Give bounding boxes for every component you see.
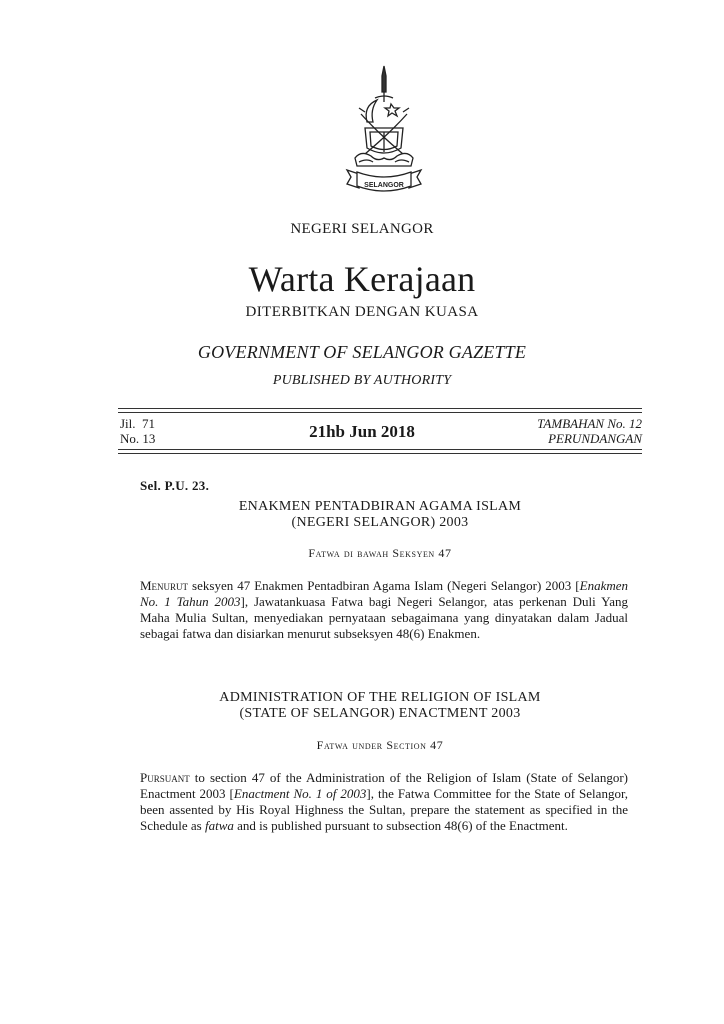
gazette-title-english: GOVERNMENT OF SELANGOR GAZETTE — [197, 342, 527, 362]
divider-rule — [118, 408, 642, 409]
enactment-title-line: (NEGERI SELANGOR) 2003 — [291, 515, 469, 530]
paragraph-text: seksyen 47 Enakmen Pentadbiran Agama Islam (Negeri Selangor) 2003 [ — [188, 578, 580, 593]
gazette-subtitle-english: PUBLISHED BY AUTHORITY — [272, 373, 452, 388]
divider-rule — [118, 412, 642, 413]
crest-ribbon-text: SELANGOR — [364, 182, 404, 189]
fatwa-term: fatwa — [204, 818, 234, 833]
gazette-subtitle-malay: DITERBITKAN DENGAN KUASA — [245, 304, 479, 320]
enactment-title-line: ADMINISTRATION OF THE RELIGION OF ISLAM — [219, 690, 541, 705]
paragraph-text: and is published pursuant to subsection 48(6) of the Enactment. — [233, 818, 568, 833]
notice-reference: Sel. P.U. 23. — [140, 478, 210, 493]
enactment-title-line: ENAKMEN PENTADBIRAN AGAMA ISLAM — [238, 499, 522, 514]
paragraph-english — [140, 770, 628, 834]
enactment-title-line: (STATE OF SELANGOR) ENACTMENT 2003 — [239, 706, 521, 721]
paragraph-malay — [140, 578, 628, 642]
issue-volume: Jil. 71 — [120, 416, 156, 431]
paragraph-lead-word: Menurut — [140, 578, 189, 593]
section-heading-malay: Fatwa di bawah Seksyen 47 — [308, 546, 452, 560]
enactment-citation: Enactment No. 1 of 2003 — [233, 786, 367, 801]
divider-rule — [118, 453, 642, 454]
issue-number: No. 13 — [120, 431, 156, 446]
divider-rule — [118, 449, 642, 450]
issue-supplement — [537, 416, 642, 446]
paragraph-text: ], Jawatankuasa Fatwa bagi Negeri Selangor, atas perkenan Duli Yang Maha Mulia Sultan, menyediakan pernyataan sebagaimana yang dinyatakan dalam Jadual sebagai fatwa dan disiarkan menurut subseksyen 48(6) Enakmen. — [140, 594, 628, 641]
enactment-heading-malay — [0, 499, 724, 531]
paragraph-text: ], the Fatwa Committee for the State of Selangor, been assented by His Royal Highness the Sultan, prepare the statement as specified in the Schedule as — [140, 786, 628, 833]
supplement-category: PERUNDANGAN — [548, 431, 642, 446]
supplement-number: TAMBAHAN No. 12 — [537, 416, 642, 431]
gazette-title: Warta Kerajaan — [248, 259, 476, 299]
enactment-citation: Enakmen No. 1 Tahun 2003 — [140, 578, 628, 609]
state-name: NEGERI SELANGOR — [290, 221, 434, 237]
section-heading-english: Fatwa under Section 47 — [316, 738, 444, 752]
enactment-heading-english — [0, 690, 724, 722]
selangor-crest-icon — [337, 62, 431, 200]
issue-date: 21hb Jun 2018 — [309, 422, 415, 441]
paragraph-text: to section 47 of the Administration of the Religion of Islam (State of Selangor) Enactment 2003 [ — [140, 770, 628, 801]
paragraph-lead-word: Pursuant — [140, 770, 190, 785]
